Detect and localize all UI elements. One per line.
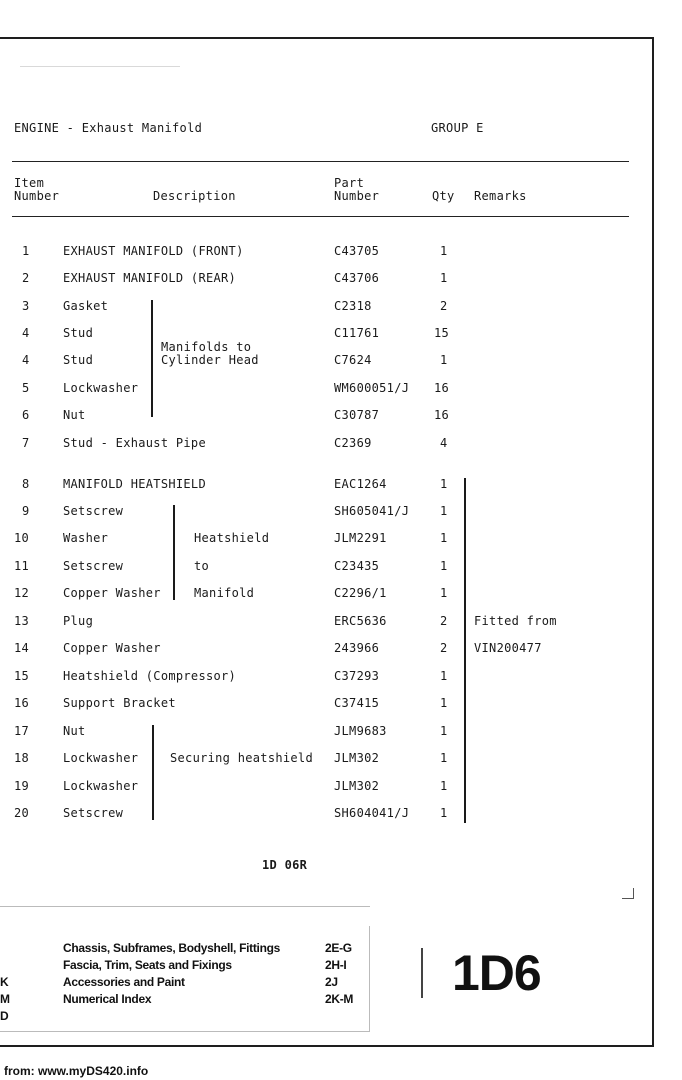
index-section: Chassis, Subframes, Bodyshell, Fittings [63,941,281,955]
quantity: 1 [440,271,448,285]
description: MANIFOLD HEATSHIELD [63,477,206,491]
description: EXHAUST MANIFOLD (REAR) [63,271,237,285]
footer-left-letter: K [0,975,9,989]
item-number: 11 [14,559,30,573]
part-number: WM600051/J [334,381,410,395]
quantity: 1 [440,669,448,683]
part-number: SH605041/J [334,504,410,518]
part-number: JLM302 [334,779,380,793]
description: Setscrew [63,504,124,518]
item-number: 2 [22,271,30,285]
item-number: 18 [14,751,30,765]
part-number: JLM2291 [334,531,387,545]
description: Stud - Exhaust Pipe [63,436,206,450]
page-frame-bottom [0,1045,654,1047]
part-number: EAC1264 [334,477,387,491]
part-number: C43706 [334,271,380,285]
part-number: C37415 [334,696,380,710]
quantity: 1 [440,586,448,600]
group-label-heatshield-line2: to [194,559,210,573]
quantity: 1 [440,477,448,491]
group-label-securing: Securing heatshield [170,751,313,765]
description: Washer [63,531,109,545]
footer-box-right [369,926,370,1031]
page-frame-right [652,37,654,1047]
fiche-number: 1D6 [452,945,541,1001]
quantity: 2 [440,299,448,313]
quantity: 1 [440,244,448,258]
quantity: 1 [440,559,448,573]
description: EXHAUST MANIFOLD (FRONT) [63,244,244,258]
index-code: 2K-M [325,992,354,1006]
group-label-heatshield-line1: Heatshield [194,531,270,545]
item-number: 12 [14,586,30,600]
part-number: C7624 [334,353,372,367]
remark-line1: Fitted from [474,614,557,628]
quantity: 16 [434,381,450,395]
description: Gasket [63,299,109,313]
header-rule-bottom [12,216,629,217]
part-number: C2369 [334,436,372,450]
part-number: C2318 [334,299,372,313]
part-number: C11761 [334,326,380,340]
description: Nut [63,408,86,422]
fiche-divider [421,948,423,998]
description: Stud [63,353,94,367]
part-number: JLM302 [334,751,380,765]
index-section: Fascia, Trim, Seats and Fixings [63,958,232,972]
group-label-manifolds-line2: Cylinder Head [161,353,259,367]
quantity: 2 [440,614,448,628]
group-bracket-heatshield [173,505,175,600]
item-number: 3 [22,299,30,313]
description: Plug [63,614,94,628]
item-number: 15 [14,669,30,683]
item-number: 10 [14,531,30,545]
index-code: 2H-I [325,958,347,972]
page-frame-top [0,37,654,39]
item-number: 19 [14,779,30,793]
index-section: Accessories and Paint [63,975,185,989]
scan-smudge [20,66,180,67]
page-code: 1D 06R [262,858,308,872]
item-number: 7 [22,436,30,450]
description: Copper Washer [63,586,161,600]
group-label-manifolds-line1: Manifolds to [161,340,252,354]
description: Setscrew [63,806,124,820]
quantity: 1 [440,353,448,367]
index-code: 2E-G [325,941,352,955]
col-remarks: Remarks [474,189,527,203]
group-bracket-securing [152,725,154,820]
footer-left-letter: M [0,992,10,1006]
item-number: 4 [22,353,30,367]
description: Lockwasher [63,779,139,793]
description: Support Bracket [63,696,176,710]
quantity: 1 [440,504,448,518]
col-item-line2: Number [14,189,60,203]
item-number: 1 [22,244,30,258]
description: Nut [63,724,86,738]
item-number: 5 [22,381,30,395]
description: Stud [63,326,94,340]
description: Lockwasher [63,751,139,765]
quantity: 1 [440,751,448,765]
part-number: C23435 [334,559,380,573]
item-number: 16 [14,696,30,710]
quantity: 15 [434,326,450,340]
item-number: 4 [22,326,30,340]
group-label-heatshield-line3: Manifold [194,586,255,600]
quantity: 4 [440,436,448,450]
quantity: 1 [440,779,448,793]
part-number: 243966 [334,641,380,655]
page-title: ENGINE - Exhaust Manifold [14,121,203,135]
part-number: C37293 [334,669,380,683]
part-number: C43705 [334,244,380,258]
part-number: ERC5636 [334,614,387,628]
description: Copper Washer [63,641,161,655]
item-number: 17 [14,724,30,738]
item-number: 20 [14,806,30,820]
description: Heatshield (Compressor) [63,669,237,683]
item-number: 9 [22,504,30,518]
remark-line2: VIN200477 [474,641,542,655]
item-number: 6 [22,408,30,422]
footer-box-bottom [0,1031,370,1032]
description: Setscrew [63,559,124,573]
col-item-line1: Item [14,176,45,190]
quantity: 16 [434,408,450,422]
index-section: Numerical Index [63,992,152,1006]
part-number: SH604041/J [334,806,410,820]
col-part-line1: Part [334,176,365,190]
description: Lockwasher [63,381,139,395]
col-qty: Qty [432,189,455,203]
header-rule-top [12,161,629,162]
quantity: 1 [440,806,448,820]
corner-mark-vertical [633,888,634,899]
quantity: 1 [440,531,448,545]
item-number: 8 [22,477,30,491]
part-number: C2296/1 [334,586,387,600]
item-number: 13 [14,614,30,628]
index-code: 2J [325,975,338,989]
group-label: GROUP E [431,121,484,135]
col-part-line2: Number [334,189,380,203]
quantity: 1 [440,696,448,710]
part-number: JLM9683 [334,724,387,738]
footer-divider [0,906,370,907]
source-credit: from: www.myDS420.info [4,1064,149,1078]
quantity: 2 [440,641,448,655]
col-description: Description [153,189,236,203]
item-number: 14 [14,641,30,655]
group-bracket-manifolds [151,300,153,417]
part-number: C30787 [334,408,380,422]
remarks-bracket [464,478,466,823]
footer-left-letter: D [0,1009,9,1023]
quantity: 1 [440,724,448,738]
